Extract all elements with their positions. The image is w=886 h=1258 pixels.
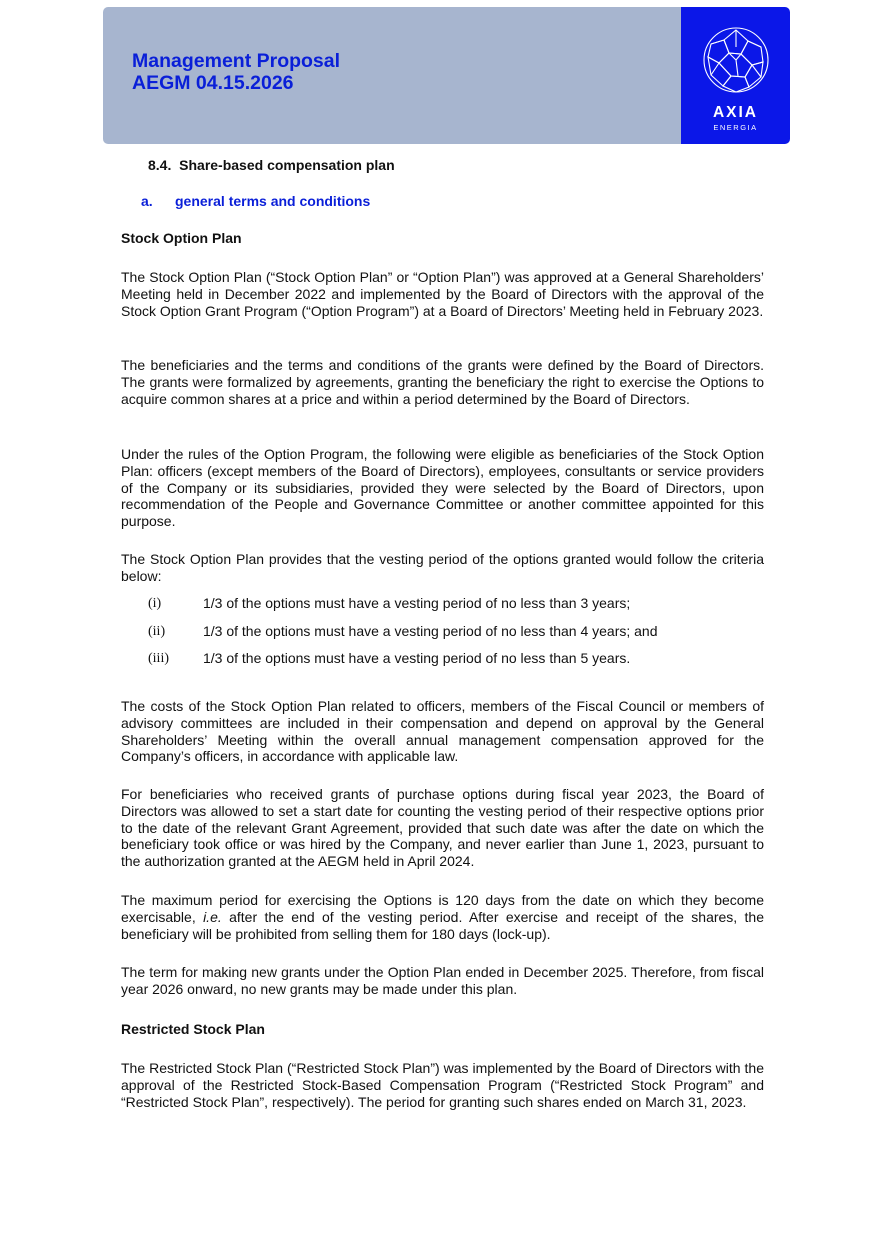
subsection-marker: a.	[141, 193, 153, 209]
logo-subtext: ENERGIA	[713, 123, 758, 132]
paragraph-7-part-1: The maximum period for exercising the Options is 120 days from the date on which they become exercisable,	[121, 892, 764, 925]
restricted-stock-paragraph-1: The Restricted Stock Plan (“Restricted Stock Plan”) was implemented by the Board of Directors with the approval of the Restricted Stock-Based Compensation Program (“Restricted Stock Program” and “Restricted Stock Plan”, respectively). The period for granting such shares ended on March 31, 2023.	[121, 1060, 764, 1110]
paragraph-7-part-2: after the end of the vesting period. After exercise and receipt of the shares, the beneficiary will be prohibited from selling them for 180 days (lock-up).	[121, 908, 765, 942]
document-title	[132, 50, 340, 94]
list-item-marker: (i)	[148, 596, 162, 611]
stock-option-paragraph-2: The beneficiaries and the terms and conditions of the grants were defined by the Board of Directors. The grants were formalized by agreements, granting the beneficiary the right to exercise the Options to acquire common shares at a price and within a period determined by the Board of Directors.	[121, 357, 764, 407]
document-title-line2: AEGM 04.15.2026	[132, 72, 294, 94]
stock-option-paragraph-3: Under the rules of the Option Program, the following were eligible as beneficiaries of the Stock Option Plan: officers (except members of the Board of Directors), employees, consultants or service providers of the Company or its subsidiaries, provided they were selected by the Board of Directors, upon recommendation of the People and Governance Committee or another committee appointed for this purpose.	[121, 446, 764, 530]
stock-option-heading: Stock Option Plan	[121, 230, 242, 246]
globe-icon	[701, 25, 771, 95]
stock-option-paragraph-5: The costs of the Stock Option Plan related to officers, members of the Fiscal Council or members of advisory committees are included in their compensation and depend on approval by the General Shareholders’ Meeting within the overall annual management compensation approved for the Company’s officers, in accordance with applicable law.	[121, 698, 764, 765]
list-item-text: 1/3 of the options must have a vesting period of no less than 5 years.	[203, 650, 631, 666]
subsection-title: general terms and conditions	[175, 193, 371, 209]
company-logo	[681, 7, 790, 144]
list-item-text: 1/3 of the options must have a vesting period of no less than 3 years;	[203, 595, 631, 611]
paragraph-7-ie: i.e.	[203, 908, 222, 925]
stock-option-paragraph-1: The Stock Option Plan (“Stock Option Plan” or “Option Plan”) was approved at a General Shareholders’ Meeting held in December 2022 and implemented by the Board of Directors with the approval of the Stock Option Grant Program (“Option Program”) at a Board of Directors’ Meeting held in February 2023.	[121, 269, 764, 319]
stock-option-paragraph-7	[121, 892, 764, 942]
section-number: 8.4.	[148, 157, 172, 173]
stock-option-paragraph-6: For beneficiaries who received grants of purchase options during fiscal year 2023, the Board of Directors was allowed to set a start date for counting the vesting period of their respective options prior to the date of the relevant Grant Agreement, provided that such date was after the date on which the beneficiary took office or was hired by the Company, and never earlier than June 1, 2023, pursuant to the authorization granted at the AEGM held in April 2024.	[121, 786, 764, 870]
section-title: Share-based compensation plan	[179, 157, 395, 173]
list-item-marker: (ii)	[148, 624, 166, 639]
stock-option-paragraph-8: The term for making new grants under the Option Plan ended in December 2025. Therefore, from fiscal year 2026 onward, no new grants may be made under this plan.	[121, 964, 764, 997]
list-item-text: 1/3 of the options must have a vesting period of no less than 4 years; and	[203, 623, 658, 639]
logo-wordmark: AXIA	[712, 104, 759, 121]
restricted-stock-heading: Restricted Stock Plan	[121, 1021, 265, 1037]
list-item-marker: (iii)	[148, 651, 169, 666]
stock-option-paragraph-4: The Stock Option Plan provides that the vesting period of the options granted would follow the criteria below:	[121, 551, 764, 584]
document-title-line1: Management Proposal	[132, 50, 341, 72]
section-heading	[148, 157, 395, 174]
